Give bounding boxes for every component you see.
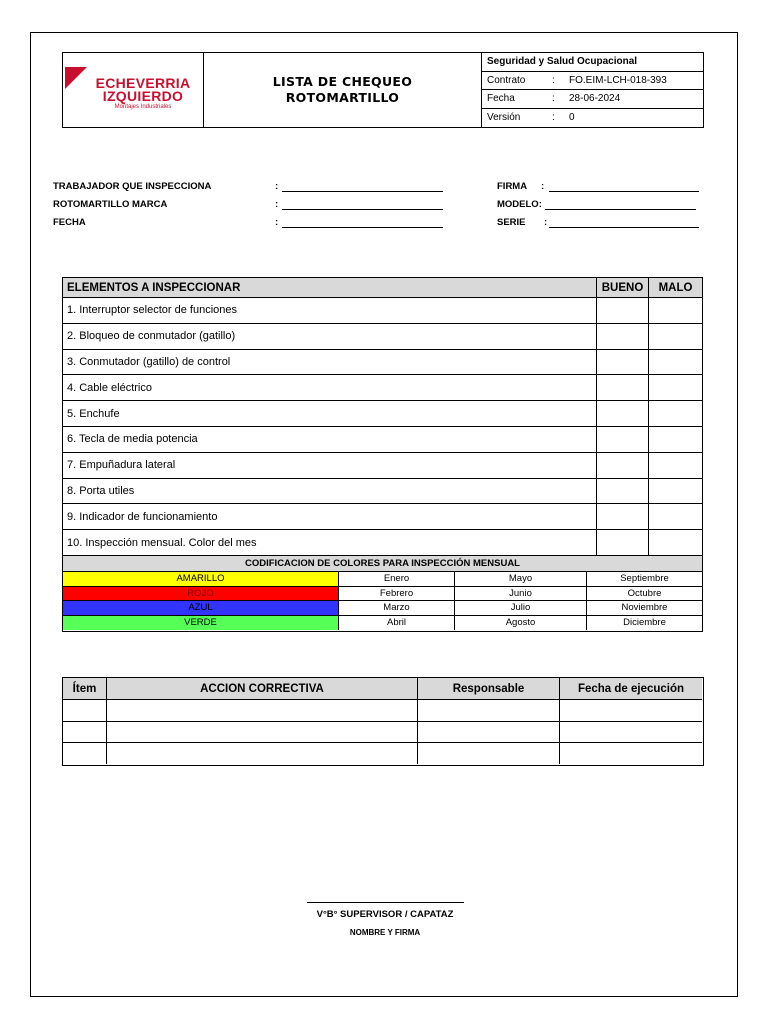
- item-label: 3. Conmutador (gatillo) de control: [67, 355, 231, 368]
- month-cell: Noviembre: [621, 602, 668, 613]
- inspection-header-row: [63, 278, 702, 298]
- inspection-row: [63, 324, 702, 350]
- item-cell: [63, 479, 597, 504]
- corrective-row: [63, 700, 702, 722]
- corrective-action-table: [62, 677, 704, 766]
- fecha-ejecucion-field[interactable]: [560, 743, 702, 764]
- trabajador-label: TRABAJADOR QUE INSPECCIONA: [53, 181, 212, 192]
- item-label: 7. Empuñadura lateral: [67, 459, 176, 472]
- trabajador-field[interactable]: [282, 191, 443, 192]
- item-label: 4. Cable eléctrico: [67, 381, 152, 394]
- inspection-row: [63, 298, 702, 324]
- color-rojo: ROJO: [63, 587, 339, 601]
- month-cell: Abril: [339, 616, 455, 631]
- good-checkbox[interactable]: [597, 350, 649, 375]
- color-row: [63, 587, 702, 602]
- responsable-field[interactable]: [418, 743, 560, 764]
- modelo-field[interactable]: [545, 209, 696, 210]
- firma-colon: :: [541, 181, 545, 192]
- month-cell: Mayo: [455, 572, 587, 586]
- info-label: Contrato: [487, 74, 526, 86]
- item-label: 5. Enchufe: [67, 407, 120, 420]
- month-cell: Julio: [455, 601, 587, 615]
- marca-colon: :: [275, 199, 279, 210]
- good-checkbox[interactable]: [597, 324, 649, 349]
- accion-field[interactable]: [107, 743, 418, 764]
- info-value: 28-06-2024: [569, 93, 621, 104]
- fecha-field[interactable]: [282, 227, 443, 228]
- item-label: 6. Tecla de media potencia: [67, 433, 198, 446]
- header-responsable: Responsable: [418, 678, 560, 699]
- logo-text-line2: IZQUIERDO: [102, 88, 184, 104]
- info-label: Fecha: [487, 93, 515, 104]
- month-cell: Diciembre: [623, 616, 666, 628]
- inspection-table: [62, 277, 703, 632]
- serie-colon: :: [544, 217, 548, 228]
- bad-checkbox[interactable]: [649, 427, 702, 452]
- info-label: Versión: [487, 111, 521, 123]
- info-colon: :: [552, 74, 555, 86]
- header-bad-text: MALO: [658, 281, 693, 294]
- good-checkbox[interactable]: [597, 427, 649, 452]
- corrective-header-row: [63, 678, 702, 700]
- item-cell: [63, 453, 597, 478]
- item-field[interactable]: [63, 700, 107, 721]
- color-azul: AZUL: [63, 601, 339, 615]
- info-row-contrato: [482, 72, 703, 91]
- month-cell: Agosto: [455, 616, 587, 631]
- fecha-colon: :: [275, 217, 279, 228]
- inspection-row: [63, 504, 702, 530]
- inspection-row: [63, 453, 702, 479]
- month-cell: Enero: [339, 572, 455, 586]
- serie-field[interactable]: [549, 227, 699, 228]
- item-cell: [63, 427, 597, 452]
- color-row: [63, 616, 702, 631]
- document-header: [62, 52, 704, 128]
- document-title: [204, 53, 482, 127]
- corrective-row: [63, 743, 702, 764]
- header-fecha-ejecucion: Fecha de ejecución: [560, 678, 702, 699]
- good-checkbox[interactable]: [597, 298, 649, 323]
- item-cell: [63, 401, 597, 426]
- title-line2: ROTOMARTILLO: [285, 90, 400, 105]
- item-label: 1. Interruptor selector de funciones: [67, 304, 237, 317]
- bad-checkbox[interactable]: [649, 530, 702, 555]
- info-row-fecha: [482, 90, 703, 109]
- trabajador-colon: :: [275, 181, 279, 192]
- item-label: 8. Porta utiles: [67, 484, 135, 497]
- item-cell: [63, 298, 597, 323]
- info-colon: :: [552, 93, 555, 104]
- corrective-row: [63, 722, 702, 744]
- document-info: [482, 53, 703, 127]
- inspection-row: [63, 530, 702, 556]
- inspection-row: [63, 350, 702, 376]
- inspection-row: [63, 427, 702, 453]
- item-label: 9. Indicador de funcionamiento: [67, 510, 218, 523]
- good-checkbox[interactable]: [597, 504, 649, 529]
- item-cell: [63, 504, 597, 529]
- bad-checkbox[interactable]: [649, 350, 702, 375]
- month-cell: Septiembre: [620, 573, 669, 584]
- accion-field[interactable]: [107, 722, 418, 743]
- good-checkbox[interactable]: [597, 401, 649, 426]
- item-cell: [63, 324, 597, 349]
- bad-checkbox[interactable]: [649, 298, 702, 323]
- item-label: 10. Inspección mensual. Color del mes: [67, 536, 257, 549]
- info-value: FO.EIM-LCH-018-393: [569, 74, 667, 86]
- item-label: 2. Bloqueo de conmutador (gatillo): [67, 330, 236, 343]
- serie-label: SERIE: [497, 217, 526, 228]
- fecha-ejecucion-field[interactable]: [560, 722, 702, 743]
- info-value: 0: [569, 111, 575, 123]
- info-heading: Seguridad y Salud Ocupacional: [487, 56, 638, 67]
- title-line1: LISTA DE CHEQUEO: [272, 74, 413, 89]
- header-bad: [649, 278, 702, 297]
- info-colon: :: [552, 111, 555, 123]
- bad-checkbox[interactable]: [649, 324, 702, 349]
- color-coding-title: CODIFICACION DE COLORES PARA INSPECCIÓN MENSUAL: [63, 556, 702, 572]
- info-heading-row: [482, 53, 703, 72]
- item-cell: [63, 350, 597, 375]
- bad-checkbox[interactable]: [649, 453, 702, 478]
- logo-subtitle: Montajes Industriales: [114, 104, 172, 110]
- month-cell: Febrero: [339, 587, 455, 601]
- inspection-row: [63, 401, 702, 427]
- logo-mark-icon: [65, 67, 87, 89]
- header-item: Ítem: [63, 678, 107, 699]
- good-checkbox[interactable]: [597, 530, 649, 555]
- signature-title: V°B° SUPERVISOR / CAPATAZ: [316, 909, 454, 920]
- bad-checkbox[interactable]: [649, 375, 702, 400]
- modelo-label: MODELO:: [497, 199, 542, 210]
- inspection-row: [63, 375, 702, 401]
- marca-field[interactable]: [282, 209, 443, 210]
- firma-field[interactable]: [549, 191, 699, 192]
- bad-checkbox[interactable]: [649, 479, 702, 504]
- bad-checkbox[interactable]: [649, 504, 702, 529]
- accion-field[interactable]: [107, 700, 418, 721]
- inspection-row: [63, 479, 702, 505]
- good-checkbox[interactable]: [597, 479, 649, 504]
- firma-label: FIRMA: [497, 181, 528, 192]
- fecha-ejecucion-field[interactable]: [560, 700, 702, 721]
- good-checkbox[interactable]: [597, 375, 649, 400]
- logo-text-line1: ECHEVERRIA: [95, 75, 191, 91]
- color-verde: VERDE: [63, 616, 339, 631]
- header-elements-text: ELEMENTOS A INSPECCIONAR: [67, 281, 241, 294]
- header-elements: [63, 278, 597, 297]
- color-amarillo: AMARILLO: [63, 572, 339, 586]
- marca-label: ROTOMARTILLO MARCA: [53, 199, 168, 210]
- item-cell: [63, 375, 597, 400]
- fecha-label: FECHA: [53, 217, 86, 228]
- good-checkbox[interactable]: [597, 453, 649, 478]
- company-logo: [63, 53, 204, 127]
- responsable-field[interactable]: [418, 722, 560, 743]
- responsable-field[interactable]: [418, 700, 560, 721]
- info-row-version: [482, 109, 703, 128]
- header-good: [597, 278, 649, 297]
- color-row: [63, 572, 702, 587]
- color-row: [63, 601, 702, 616]
- month-cell: Junio: [455, 587, 587, 601]
- bad-checkbox[interactable]: [649, 401, 702, 426]
- signature-line[interactable]: [307, 902, 464, 903]
- item-field[interactable]: [63, 743, 107, 764]
- item-field[interactable]: [63, 722, 107, 743]
- header-accion: ACCION CORRECTIVA: [107, 678, 418, 699]
- header-good-text: BUENO: [601, 281, 644, 294]
- signature-subtitle: NOMBRE Y FIRMA: [349, 928, 421, 937]
- month-cell: Marzo: [339, 601, 455, 615]
- item-cell: [63, 530, 597, 555]
- month-cell: Octubre: [627, 587, 662, 599]
